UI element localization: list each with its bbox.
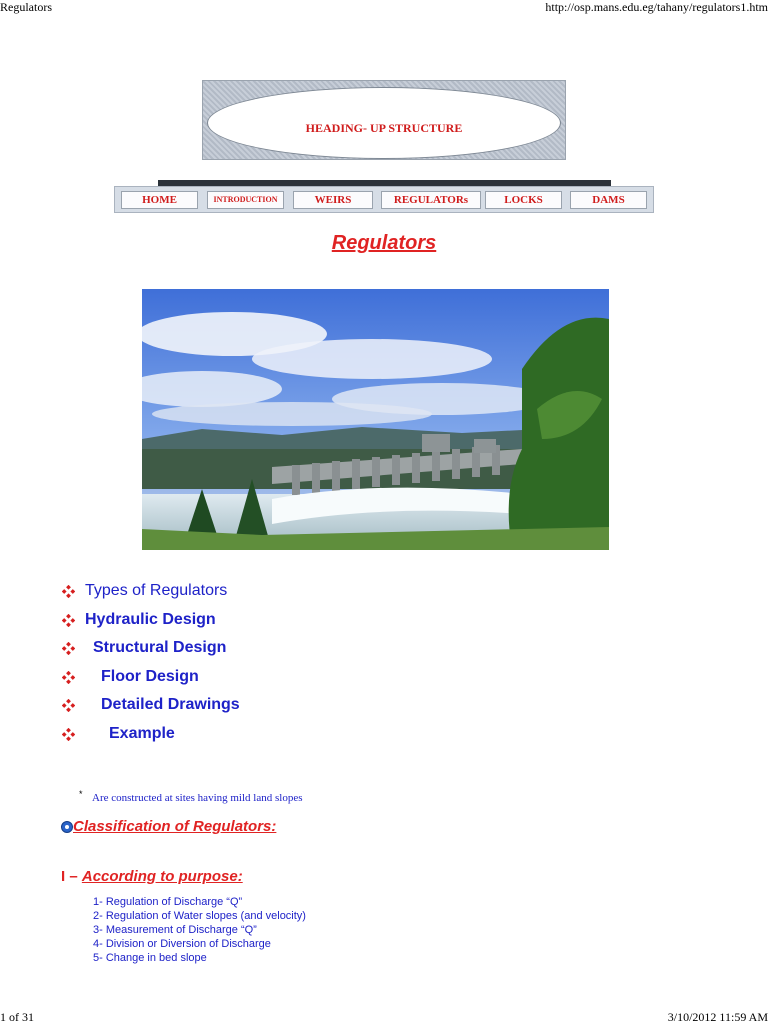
nav-locks-button[interactable]: LOCKS [485,191,562,209]
list-item: 3- Measurement of Discharge “Q” [93,924,257,936]
topic-label: Floor Design [101,668,199,685]
classification-heading: Classification of Regulators: [73,818,277,835]
radio-bullet-icon [61,821,73,833]
site-banner [202,80,566,160]
banner-ellipse [207,87,561,159]
topic-label: Structural Design [93,639,227,656]
banner-title: HEADING- UP STRUCTURE [305,121,463,135]
diamond-bullet-icon [62,585,75,598]
topic-label: Detailed Drawings [101,696,240,713]
nav-dams-button[interactable]: DAMS [570,191,647,209]
purpose-heading [61,868,243,885]
diamond-bullet-icon [62,728,75,741]
nav-bar [114,186,654,213]
purpose-prefix: I – [61,868,82,885]
diamond-bullet-icon [62,642,75,655]
diamond-bullet-icon [62,671,75,684]
diamond-bullet-icon [62,614,75,627]
print-footer-datetime: 3/10/2012 11:59 AM [667,1010,768,1024]
list-item: 4- Division or Diversion of Discharge [93,938,271,950]
nav-regulators-button[interactable]: REGULATORs [381,191,481,209]
print-footer-page: 1 of 31 [0,1010,34,1024]
topic-label: Hydraulic Design [85,611,216,628]
print-header-url: http://osp.mans.edu.eg/tahany/regulators1.htm [545,0,768,14]
page-title: Regulators [331,232,437,254]
nav-introduction-button[interactable]: INTRODUCTION [207,191,284,209]
list-item: 5- Change in bed slope [93,952,207,964]
note-bullet: * [79,789,83,799]
dam-photo [142,289,609,550]
diamond-bullet-icon [62,699,75,712]
topic-label: Types of Regulators [85,582,228,599]
nav-home-button[interactable]: HOME [121,191,198,209]
nav-weirs-button[interactable]: WEIRS [293,191,373,209]
purpose-heading-text: According to purpose: [81,868,243,885]
print-header-title: Regulators [0,0,52,14]
list-item: 2- Regulation of Water slopes (and velocity) [93,910,306,922]
list-item: 1- Regulation of Discharge “Q” [93,896,243,908]
topic-label: Example [109,725,175,742]
note-text: Are constructed at sites having mild land slopes [92,792,303,804]
